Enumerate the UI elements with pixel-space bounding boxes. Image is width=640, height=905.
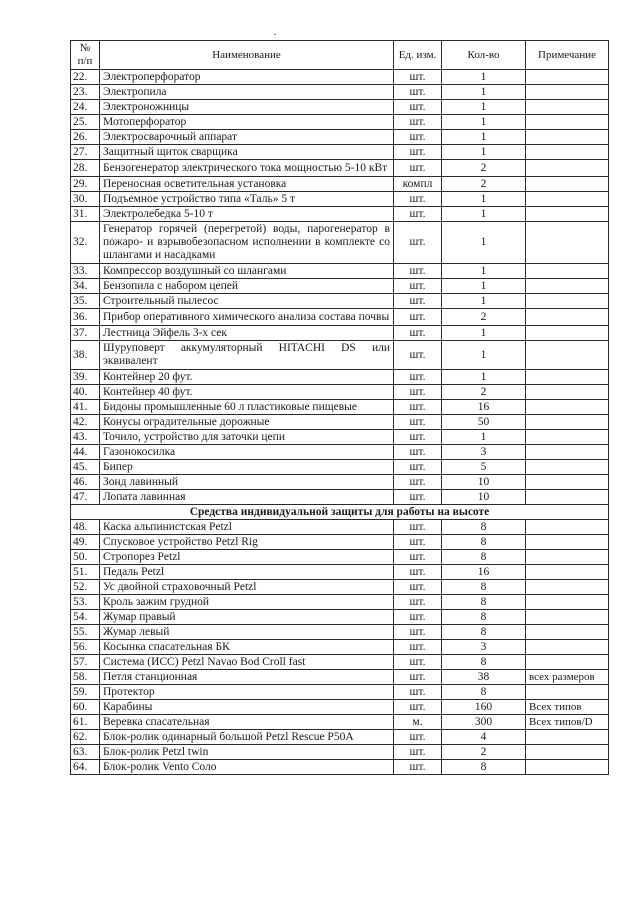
row-qty: 1 (442, 370, 526, 385)
row-name: Строительный пылесос (100, 294, 394, 309)
table-row (71, 145, 609, 160)
row-number: 47. (71, 490, 100, 505)
row-qty: 8 (442, 595, 526, 610)
scan-dot (274, 34, 276, 35)
row-name: Переносная осветительная установка (100, 177, 394, 192)
row-unit: шт. (394, 685, 442, 700)
row-name: Шуруповерт аккумуляторный HITACHI DS или эквивалент (100, 341, 394, 370)
row-unit: шт. (394, 610, 442, 625)
row-note (526, 309, 609, 326)
row-name: Зонд лавинный (100, 475, 394, 490)
table-row (71, 160, 609, 177)
row-name: Электроножницы (100, 100, 394, 115)
row-unit: шт. (394, 341, 442, 370)
row-name: Контейнер 20 фут. (100, 370, 394, 385)
table-row (71, 580, 609, 595)
row-note (526, 610, 609, 625)
table-row (71, 341, 609, 370)
row-number: 57. (71, 655, 100, 670)
table-row (71, 700, 609, 715)
row-number: 36. (71, 309, 100, 326)
table-body-height-safety (71, 520, 609, 775)
row-unit: шт. (394, 520, 442, 535)
row-qty: 1 (442, 145, 526, 160)
table-row (71, 385, 609, 400)
row-qty: 8 (442, 580, 526, 595)
row-note (526, 192, 609, 207)
table-row (71, 685, 609, 700)
row-qty: 3 (442, 445, 526, 460)
row-number: 54. (71, 610, 100, 625)
row-note (526, 115, 609, 130)
row-name: Косынка спасательная БК (100, 640, 394, 655)
row-note (526, 655, 609, 670)
row-number: 56. (71, 640, 100, 655)
header-name: Наименование (100, 41, 394, 70)
row-name: Петля станционная (100, 670, 394, 685)
row-name: Карабины (100, 700, 394, 715)
row-qty: 2 (442, 177, 526, 192)
row-note (526, 294, 609, 309)
row-name: Спусковое устройство Petzl Rig (100, 535, 394, 550)
table-row (71, 192, 609, 207)
section-title: Средства индивидуальной защиты для работы на высоте (71, 505, 609, 520)
row-name: Бидоны промышленные 60 л пластиковые пищевые (100, 400, 394, 415)
row-number: 23. (71, 85, 100, 100)
row-unit: шт. (394, 700, 442, 715)
row-note (526, 760, 609, 775)
row-note (526, 400, 609, 415)
row-number: 46. (71, 475, 100, 490)
row-note (526, 222, 609, 264)
row-unit: шт. (394, 222, 442, 264)
table-row (71, 655, 609, 670)
row-number: 30. (71, 192, 100, 207)
row-name: Электроперфоратор (100, 70, 394, 85)
row-unit: шт. (394, 625, 442, 640)
row-qty: 1 (442, 264, 526, 279)
row-unit: шт. (394, 264, 442, 279)
table-row (71, 595, 609, 610)
row-note (526, 520, 609, 535)
row-unit: шт. (394, 460, 442, 475)
row-note (526, 385, 609, 400)
row-qty: 8 (442, 610, 526, 625)
row-qty: 8 (442, 520, 526, 535)
row-number: 27. (71, 145, 100, 160)
table-row (71, 745, 609, 760)
row-unit: шт. (394, 490, 442, 505)
section-row (71, 505, 609, 520)
row-note (526, 745, 609, 760)
header-num: № п/п (71, 41, 100, 70)
table-row (71, 400, 609, 415)
row-unit: шт. (394, 326, 442, 341)
row-qty: 50 (442, 415, 526, 430)
row-unit: шт. (394, 670, 442, 685)
header-unit: Ед. изм. (394, 41, 442, 70)
row-unit: шт. (394, 745, 442, 760)
row-qty: 1 (442, 341, 526, 370)
row-note (526, 730, 609, 745)
row-name: Каска альпинистская Petzl (100, 520, 394, 535)
row-qty: 4 (442, 730, 526, 745)
row-number: 22. (71, 70, 100, 85)
row-name: Жумар левый (100, 625, 394, 640)
row-note (526, 460, 609, 475)
row-qty: 1 (442, 326, 526, 341)
row-note (526, 130, 609, 145)
row-unit: шт. (394, 70, 442, 85)
row-unit: шт. (394, 309, 442, 326)
row-note (526, 535, 609, 550)
table-row (71, 326, 609, 341)
table-row (71, 279, 609, 294)
table-row (71, 294, 609, 309)
table-row (71, 70, 609, 85)
row-qty: 1 (442, 207, 526, 222)
row-number: 61. (71, 715, 100, 730)
row-unit: шт. (394, 730, 442, 745)
row-number: 55. (71, 625, 100, 640)
table-row (71, 475, 609, 490)
row-unit: шт. (394, 145, 442, 160)
row-name: Электросварочный аппарат (100, 130, 394, 145)
row-qty: 10 (442, 490, 526, 505)
row-qty: 5 (442, 460, 526, 475)
header-qty: Кол-во (442, 41, 526, 70)
row-number: 44. (71, 445, 100, 460)
row-number: 26. (71, 130, 100, 145)
table-row (71, 715, 609, 730)
equipment-table (70, 40, 609, 775)
row-number: 63. (71, 745, 100, 760)
row-note (526, 640, 609, 655)
table-row (71, 550, 609, 565)
row-number: 53. (71, 595, 100, 610)
row-qty: 38 (442, 670, 526, 685)
row-note (526, 490, 609, 505)
row-number: 60. (71, 700, 100, 715)
row-qty: 16 (442, 400, 526, 415)
row-unit: шт. (394, 279, 442, 294)
table-row (71, 100, 609, 115)
row-unit: шт. (394, 130, 442, 145)
row-qty: 300 (442, 715, 526, 730)
row-qty: 1 (442, 70, 526, 85)
row-note (526, 550, 609, 565)
row-note (526, 177, 609, 192)
header-note: Примечание (526, 41, 609, 70)
row-unit: шт. (394, 385, 442, 400)
table-body-tools (71, 70, 609, 505)
row-qty: 1 (442, 222, 526, 264)
row-note (526, 207, 609, 222)
row-qty: 10 (442, 475, 526, 490)
table-row (71, 520, 609, 535)
row-name: Блок-ролик Petzl twin (100, 745, 394, 760)
row-qty: 8 (442, 625, 526, 640)
row-note (526, 475, 609, 490)
row-qty: 8 (442, 535, 526, 550)
row-unit: шт. (394, 535, 442, 550)
row-note: Всех типов/D (526, 715, 609, 730)
row-unit: шт. (394, 430, 442, 445)
row-note (526, 70, 609, 85)
row-name: Защитный щиток сварщика (100, 145, 394, 160)
row-number: 35. (71, 294, 100, 309)
row-unit: шт. (394, 160, 442, 177)
table-row (71, 222, 609, 264)
row-note: Всех типов (526, 700, 609, 715)
table-row (71, 430, 609, 445)
row-note (526, 625, 609, 640)
row-unit: шт. (394, 400, 442, 415)
row-name: Контейнер 40 фут. (100, 385, 394, 400)
row-unit: шт. (394, 85, 442, 100)
table-row (71, 264, 609, 279)
row-note (526, 160, 609, 177)
row-note (526, 85, 609, 100)
row-note (526, 326, 609, 341)
row-qty: 3 (442, 640, 526, 655)
table-row (71, 460, 609, 475)
row-name: Электропила (100, 85, 394, 100)
row-unit: м. (394, 715, 442, 730)
row-unit: шт. (394, 370, 442, 385)
table-row (71, 760, 609, 775)
row-unit: шт. (394, 760, 442, 775)
row-unit: шт. (394, 580, 442, 595)
row-qty: 1 (442, 192, 526, 207)
row-unit: шт. (394, 475, 442, 490)
row-name: Мотоперфоратор (100, 115, 394, 130)
row-qty: 2 (442, 385, 526, 400)
row-name: Точило, устройство для заточки цепи (100, 430, 394, 445)
table-header-row (71, 41, 609, 70)
row-name: Система (ИСС) Petzl Navao Bod Croll fast (100, 655, 394, 670)
row-name: Электролебедка 5-10 т (100, 207, 394, 222)
row-note (526, 145, 609, 160)
row-note (526, 685, 609, 700)
row-unit: шт. (394, 207, 442, 222)
row-note (526, 580, 609, 595)
row-name: Бензогенератор электрического тока мощностью 5-10 кВт (100, 160, 394, 177)
row-name: Блок-ролик одинарный большой Petzl Rescue P50A (100, 730, 394, 745)
row-number: 32. (71, 222, 100, 264)
row-number: 50. (71, 550, 100, 565)
row-number: 39. (71, 370, 100, 385)
table-row (71, 730, 609, 745)
row-number: 59. (71, 685, 100, 700)
row-qty: 1 (442, 294, 526, 309)
row-note (526, 370, 609, 385)
row-note (526, 445, 609, 460)
row-number: 25. (71, 115, 100, 130)
row-note (526, 341, 609, 370)
row-number: 58. (71, 670, 100, 685)
row-number: 29. (71, 177, 100, 192)
table-body-section (71, 505, 609, 520)
row-name: Веревка спасательная (100, 715, 394, 730)
row-note (526, 565, 609, 580)
row-unit: шт. (394, 192, 442, 207)
row-note (526, 264, 609, 279)
row-unit: шт. (394, 595, 442, 610)
row-qty: 16 (442, 565, 526, 580)
row-number: 41. (71, 400, 100, 415)
row-number: 42. (71, 415, 100, 430)
row-qty: 8 (442, 655, 526, 670)
row-number: 62. (71, 730, 100, 745)
row-name: Протектор (100, 685, 394, 700)
row-note (526, 100, 609, 115)
row-qty: 1 (442, 100, 526, 115)
row-name: Ус двойной страховочный Petzl (100, 580, 394, 595)
row-qty: 8 (442, 550, 526, 565)
row-name: Генератор горячей (перегретой) воды, парогенератор в пожаро- и взрывобезопасном исполнении в комплекте со шлангами и насадками (100, 222, 394, 264)
row-unit: шт. (394, 550, 442, 565)
row-number: 48. (71, 520, 100, 535)
row-name: Компрессор воздушный со шлангами (100, 264, 394, 279)
row-number: 64. (71, 760, 100, 775)
row-name: Кроль зажим грудной (100, 595, 394, 610)
row-number: 45. (71, 460, 100, 475)
row-unit: шт. (394, 294, 442, 309)
row-name: Лестница Эйфель 3-х сек (100, 326, 394, 341)
row-note (526, 595, 609, 610)
row-qty: 2 (442, 160, 526, 177)
row-name: Блок-ролик Vento Соло (100, 760, 394, 775)
row-unit: шт. (394, 565, 442, 580)
row-qty: 2 (442, 745, 526, 760)
row-number: 28. (71, 160, 100, 177)
row-note (526, 415, 609, 430)
row-unit: шт. (394, 415, 442, 430)
row-number: 51. (71, 565, 100, 580)
table-row (71, 415, 609, 430)
row-qty: 1 (442, 430, 526, 445)
table-row (71, 370, 609, 385)
row-number: 40. (71, 385, 100, 400)
row-unit: шт. (394, 445, 442, 460)
row-note: всех размеров (526, 670, 609, 685)
table-row (71, 115, 609, 130)
table-row (71, 309, 609, 326)
row-unit: шт. (394, 640, 442, 655)
row-name: Прибор оперативного химического анализа состава почвы (100, 309, 394, 326)
row-name: Конусы оградительные дорожные (100, 415, 394, 430)
row-name: Бипер (100, 460, 394, 475)
table-row (71, 670, 609, 685)
table-row (71, 177, 609, 192)
table-row (71, 625, 609, 640)
row-unit: шт. (394, 100, 442, 115)
row-name: Бензопила с набором цепей (100, 279, 394, 294)
table-row (71, 207, 609, 222)
row-number: 43. (71, 430, 100, 445)
row-number: 52. (71, 580, 100, 595)
row-note (526, 279, 609, 294)
row-number: 37. (71, 326, 100, 341)
row-name: Лопата лавинная (100, 490, 394, 505)
row-unit: шт. (394, 115, 442, 130)
row-number: 34. (71, 279, 100, 294)
table-row (71, 535, 609, 550)
row-number: 33. (71, 264, 100, 279)
table-row (71, 640, 609, 655)
row-qty: 1 (442, 130, 526, 145)
row-name: Стропорез Petzl (100, 550, 394, 565)
table-row (71, 490, 609, 505)
row-name: Педаль Petzl (100, 565, 394, 580)
row-number: 31. (71, 207, 100, 222)
row-unit: шт. (394, 655, 442, 670)
row-qty: 8 (442, 760, 526, 775)
row-qty: 8 (442, 685, 526, 700)
row-unit: компл (394, 177, 442, 192)
table-row (71, 85, 609, 100)
row-number: 24. (71, 100, 100, 115)
row-qty: 1 (442, 279, 526, 294)
row-note (526, 430, 609, 445)
row-number: 38. (71, 341, 100, 370)
row-qty: 2 (442, 309, 526, 326)
row-name: Жумар правый (100, 610, 394, 625)
table-row (71, 130, 609, 145)
table-row (71, 445, 609, 460)
row-name: Подъемное устройство типа «Таль» 5 т (100, 192, 394, 207)
row-qty: 160 (442, 700, 526, 715)
row-qty: 1 (442, 115, 526, 130)
row-name: Газонокосилка (100, 445, 394, 460)
row-number: 49. (71, 535, 100, 550)
table-row (71, 565, 609, 580)
table-row (71, 610, 609, 625)
row-qty: 1 (442, 85, 526, 100)
